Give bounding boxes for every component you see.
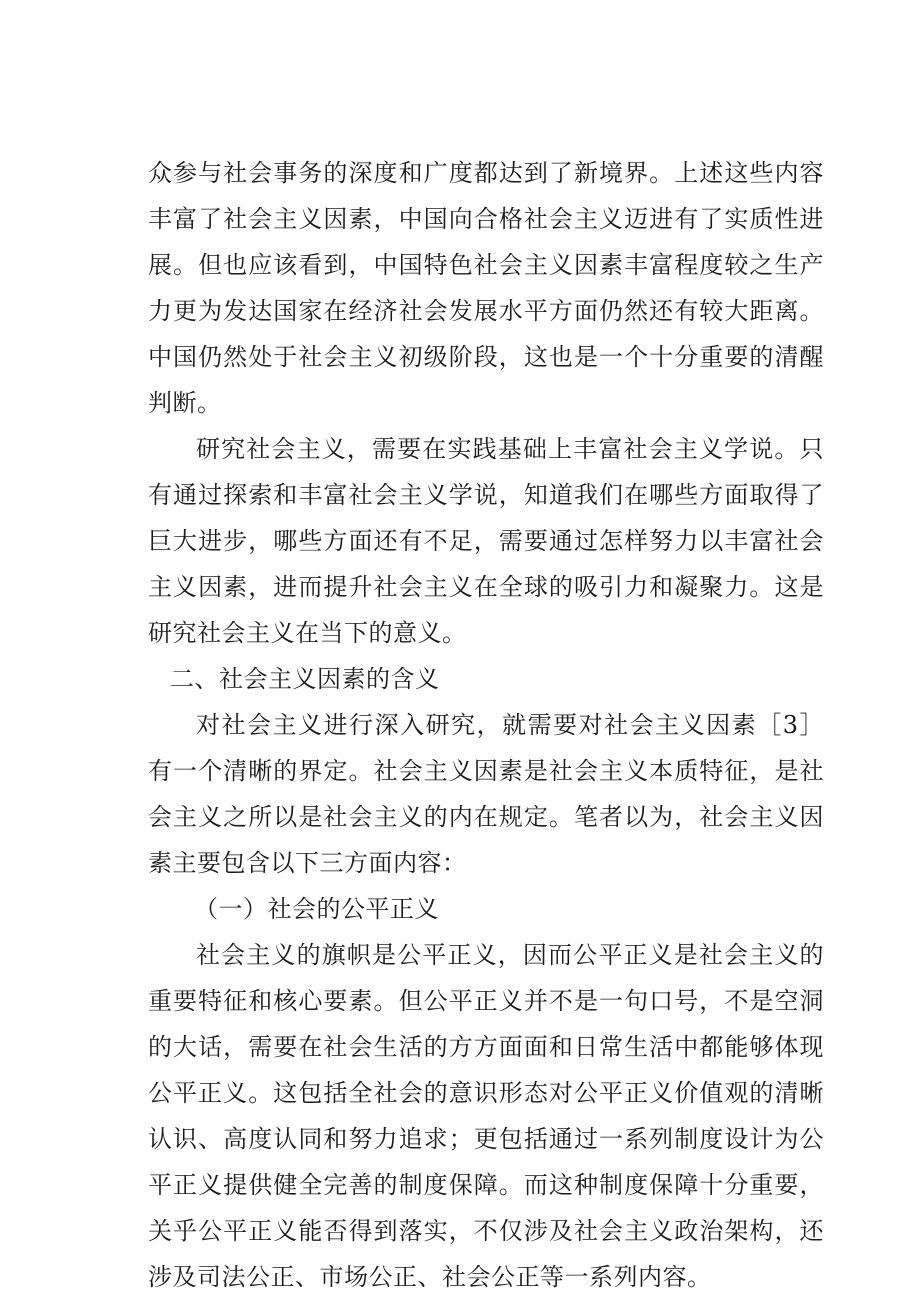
document-body — [148, 150, 824, 1300]
section-heading: 二、社会主义因素的含义 — [170, 665, 440, 693]
paragraph-fairness-justice: 社会主义的旗帜是公平正义，因而公平正义是社会主义的重要特征和核心要素。但公平正义并不是一句口号，不是空洞的大话，需要在社会生活的方方面面和日常生活中都能够体现公平正义。这包括全社会的意识形态对公平正义价值观的清晰认识、高度认同和努力追求；更包括通过一系列制度设计为公平正义提供健全完善的制度保障。而这种制度保障十分重要，关乎公平正义能否得到落实，不仅涉及社会主义政治架构，还涉及司法公正、市场公正、社会公正等一系列内容。 — [148, 941, 824, 1291]
paragraph-continuation: 众参与社会事务的深度和广度都达到了新境界。上述这些内容丰富了社会主义因素，中国向合格社会主义迈进有了实质性进展。但也应该看到，中国特色社会主义因素丰富程度较之生产力更为发达国家在经济社会发展水平方面仍然还有较大距离。中国仍然处于社会主义初级阶段，这也是一个十分重要的清醒判断。 — [148, 159, 824, 417]
paragraph-definition: 对社会主义进行深入研究，就需要对社会主义因素［3］有一个清晰的界定。社会主义因素是社会主义本质特征，是社会主义之所以是社会主义的内在规定。笔者以为，社会主义因素主要包含以下三方面内容： — [148, 711, 824, 877]
subsection-heading: （一）社会的公平正义 — [194, 895, 439, 923]
paragraph-research-significance: 研究社会主义，需要在实践基础上丰富社会主义学说。只有通过探索和丰富社会主义学说，知道我们在哪些方面取得了巨大进步，哪些方面还有不足，需要通过怎样努力以丰富社会主义因素，进而提升社会主义在全球的吸引力和凝聚力。这是研究社会主义在当下的意义。 — [148, 435, 824, 647]
